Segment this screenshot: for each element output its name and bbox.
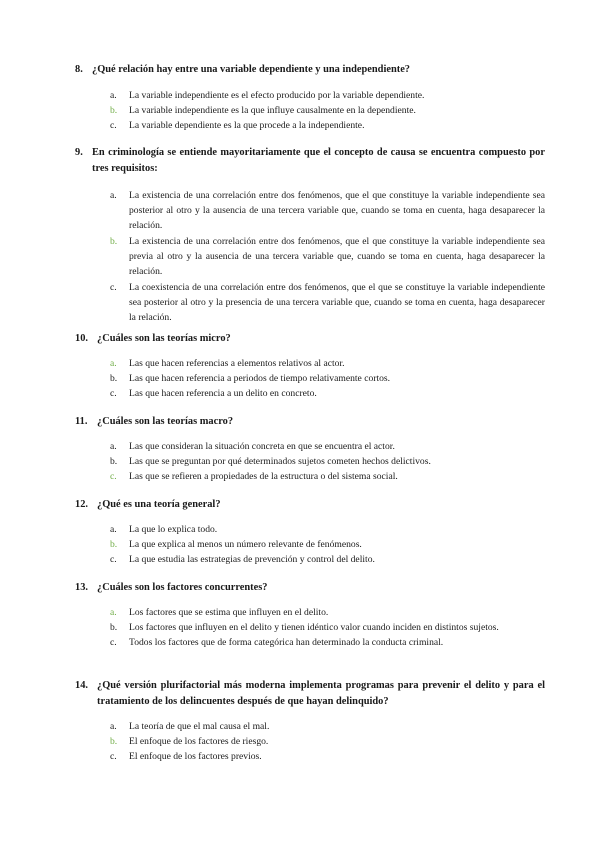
options-list [75, 719, 545, 764]
options-list [75, 188, 545, 325]
question-heading [75, 497, 545, 513]
question-number: 13. [75, 582, 88, 593]
option-b [75, 454, 545, 469]
option-text: El enfoque de los factores previos. [129, 751, 262, 762]
option-letter: c. [110, 751, 117, 762]
question-heading [75, 62, 545, 78]
option-a [75, 88, 545, 103]
question-11 [75, 414, 545, 484]
question-number: 11. [75, 416, 88, 427]
option-text: La variable dependiente es la que procede a la independiente. [129, 120, 365, 131]
option-letter: c. [110, 388, 117, 399]
question-text: ¿Cuáles son las teorías micro? [97, 333, 231, 344]
options-list [75, 522, 545, 567]
option-a [75, 439, 545, 454]
question-heading [75, 145, 545, 177]
question-number: 10. [75, 333, 88, 344]
option-letter-correct: b. [110, 105, 118, 116]
option-text: El enfoque de los factores de riesgo. [129, 736, 269, 747]
option-letter-correct: b. [110, 736, 118, 747]
question-12 [75, 497, 545, 567]
option-text: Las que hacen referencia a un delito en concreto. [129, 388, 317, 399]
option-text: La existencia de una correlación entre dos fenómenos, que el que constituye la variable independiente sea posterior al otro y la ausencia de una tercera variable que, cuando se toma en cuenta, haga desaparecer la relación. [129, 190, 545, 231]
option-text: Los factores que se estima que influyen en el delito. [129, 607, 329, 618]
question-number: 12. [75, 499, 88, 510]
option-text: La que explica al menos un número relevante de fenómenos. [129, 539, 362, 550]
option-c [75, 118, 545, 133]
options-list [75, 356, 545, 401]
question-heading [75, 331, 545, 347]
option-letter-correct: b. [110, 539, 118, 550]
option-letter-correct: a. [110, 607, 117, 618]
question-text: ¿Cuáles son los factores concurrentes? [97, 582, 268, 593]
option-letter: a. [110, 190, 117, 201]
options-list [75, 439, 545, 484]
option-letter: b. [110, 456, 118, 467]
option-b [75, 234, 545, 279]
question-9 [75, 145, 545, 325]
option-letter-correct: b. [110, 236, 118, 247]
question-heading [75, 580, 545, 596]
option-c [75, 386, 545, 401]
option-c [75, 635, 545, 650]
question-text: ¿Qué versión plurifactorial más moderna implementa programas para prevenir el delito y para el tratamiento de los delincuentes después de que hayan delinquido? [97, 680, 545, 707]
option-text: La coexistencia de una correlación entre dos fenómenos, que el que se constituye la variable independiente sea posterior al otro y la presencia de una tercera variable que, cuando se toma en cuenta, haga desaparecer la relación. [129, 282, 545, 323]
option-text: La teoría de que el mal causa el mal. [129, 721, 270, 732]
option-letter-correct: c. [110, 471, 117, 482]
question-text: ¿Qué relación hay entre una variable dependiente y una independiente? [92, 64, 410, 75]
option-b [75, 371, 545, 386]
option-b [75, 734, 545, 749]
option-text: La que estudia las estrategias de prevención y control del delito. [129, 554, 375, 565]
options-list [75, 88, 545, 133]
question-13 [75, 580, 545, 650]
question-heading [75, 678, 545, 710]
option-b [75, 620, 545, 635]
option-text: La que lo explica todo. [129, 524, 218, 535]
option-letter: a. [110, 524, 117, 535]
option-c [75, 749, 545, 764]
option-text: Las que hacen referencia a periodos de tiempo relativamente cortos. [129, 373, 391, 384]
option-b [75, 103, 545, 118]
option-text: Las que se refieren a propiedades de la estructura o del sistema social. [129, 471, 398, 482]
question-8 [75, 62, 545, 133]
option-a [75, 356, 545, 371]
option-letter: b. [110, 373, 118, 384]
option-letter: b. [110, 622, 118, 633]
option-letter: c. [110, 120, 117, 131]
question-text: ¿Qué es una teoría general? [97, 499, 221, 510]
option-letter: c. [110, 637, 117, 648]
options-list [75, 605, 545, 650]
question-number: 14. [75, 680, 88, 691]
question-10 [75, 331, 545, 401]
option-text: Las que consideran la situación concreta en que se encuentra el actor. [129, 441, 395, 452]
option-text: Las que se preguntan por qué determinados sujetos cometen hechos delictivos. [129, 456, 431, 467]
option-c [75, 552, 545, 567]
option-c [75, 280, 545, 325]
option-text: Las que hacen referencias a elementos relativos al actor. [129, 358, 345, 369]
question-text: En criminología se entiende mayoritariamente que el concepto de causa se encuentra compuesto por tres requisitos: [92, 147, 545, 174]
option-b [75, 537, 545, 552]
option-text: Todos los factores que de forma categórica han determinado la conducta criminal. [129, 637, 444, 648]
question-number: 8. [75, 64, 83, 75]
option-letter: a. [110, 721, 117, 732]
option-a [75, 719, 545, 734]
option-text: La variable independiente es el efecto producido por la variable dependiente. [129, 90, 425, 101]
option-letter: c. [110, 282, 117, 293]
option-text: Los factores que influyen en el delito y tienen idéntico valor cuando inciden en distintos sujetos. [129, 622, 499, 633]
option-a [75, 188, 545, 233]
option-text: La existencia de una correlación entre dos fenómenos, que el que constituye la variable independiente sea previa al otro y la ausencia de una tercera variable que, cuando se toma en cuenta, haga desaparecer la relación. [129, 236, 545, 277]
question-heading [75, 414, 545, 430]
question-text: ¿Cuáles son las teorías macro? [97, 416, 234, 427]
option-c [75, 469, 545, 484]
option-a [75, 522, 545, 537]
option-a [75, 605, 545, 620]
question-number: 9. [75, 147, 83, 158]
question-14 [75, 678, 545, 764]
option-letter: c. [110, 554, 117, 565]
option-letter: a. [110, 441, 117, 452]
option-letter: a. [110, 90, 117, 101]
option-text: La variable independiente es la que influye causalmente en la dependiente. [129, 105, 416, 116]
option-letter-correct: a. [110, 358, 117, 369]
